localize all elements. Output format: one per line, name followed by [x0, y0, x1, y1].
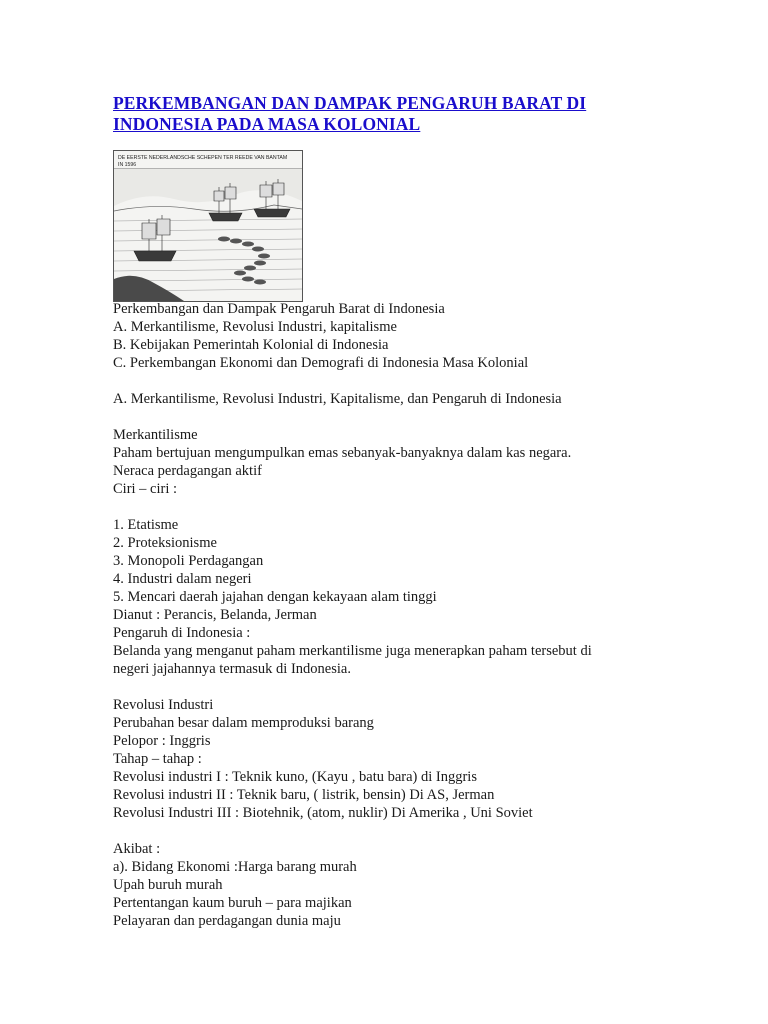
document-title[interactable] [113, 93, 633, 135]
text-line: 2. Proteksionisme [113, 535, 217, 551]
text-line: Ciri – ciri : [113, 481, 178, 497]
text-line: Akibat : [113, 841, 161, 857]
text-line: a). Bidang Ekonomi :Harga barang murah [113, 859, 357, 875]
text-line: Pertentangan kaum buruh – para majikan [113, 895, 352, 911]
text-line: Perkembangan dan Dampak Pengaruh Barat di Indonesia [113, 301, 445, 317]
text-line: B. Kebijakan Pemerintah Kolonial di Indonesia [113, 337, 389, 353]
image-caption-line-2: IN 1596 [118, 162, 137, 168]
text-line: Neraca perdagangan aktif [113, 463, 262, 479]
text-line: 1. Etatisme [113, 517, 179, 533]
text-line: A. Merkantilisme, Revolusi Industri, kapitalisme [113, 319, 397, 335]
text-line: C. Perkembangan Ekonomi dan Demografi di Indonesia Masa Kolonial [113, 355, 529, 371]
text-line: Revolusi industri I : Teknik kuno, (Kayu , batu bara) di Inggris [113, 769, 477, 785]
text-line: Pelayaran dan perdagangan dunia maju [113, 913, 341, 929]
text-line: Revolusi Industri III : Biotehnik, (atom, nuklir) Di Amerika , Uni Soviet [113, 805, 533, 821]
text-line: 5. Mencari daerah jajahan dengan kekayaan alam tinggi [113, 589, 437, 605]
document-body [113, 300, 753, 930]
blank-line [113, 372, 753, 390]
blank-line [113, 678, 753, 696]
blank-line [113, 822, 753, 840]
text-line: Pengaruh di Indonesia : [113, 625, 251, 641]
text-line: Revolusi Industri [113, 697, 214, 713]
text-line: Paham bertujuan mengumpulkan emas sebanyak-banyaknya dalam kas negara. [113, 445, 572, 461]
text-line: 3. Monopoli Perdagangan [113, 553, 264, 569]
blank-line [113, 408, 753, 426]
text-line: Dianut : Perancis, Belanda, Jerman [113, 607, 317, 623]
ships-illustration-icon [113, 150, 303, 302]
title-line-2[interactable]: INDONESIA PADA MASA KOLONIAL [113, 114, 421, 134]
text-line: 4. Industri dalam negeri [113, 571, 252, 587]
text-line: Revolusi industri II : Teknik baru, ( listrik, bensin) Di AS, Jerman [113, 787, 495, 803]
text-line: Pelopor : Inggris [113, 733, 211, 749]
text-line: Upah buruh murah [113, 877, 223, 893]
text-line: Perubahan besar dalam memproduksi barang [113, 715, 374, 731]
text-line: Tahap – tahap : [113, 751, 202, 767]
text-line: Belanda yang menganut paham merkantilisme juga menerapkan paham tersebut di [113, 643, 592, 659]
text-line: A. Merkantilisme, Revolusi Industri, Kapitalisme, dan Pengaruh di Indonesia [113, 391, 562, 407]
text-line: Merkantilisme [113, 427, 198, 443]
blank-line [113, 498, 753, 516]
text-line: negeri jajahannya termasuk di Indonesia. [113, 661, 351, 677]
title-line-1[interactable]: PERKEMBANGAN DAN DAMPAK PENGARUH BARAT DI [113, 93, 587, 113]
image-caption-line-1: DE EERSTE NEDERLANDSCHE SCHEPEN TER REEDE VAN BANTAM [118, 155, 288, 161]
